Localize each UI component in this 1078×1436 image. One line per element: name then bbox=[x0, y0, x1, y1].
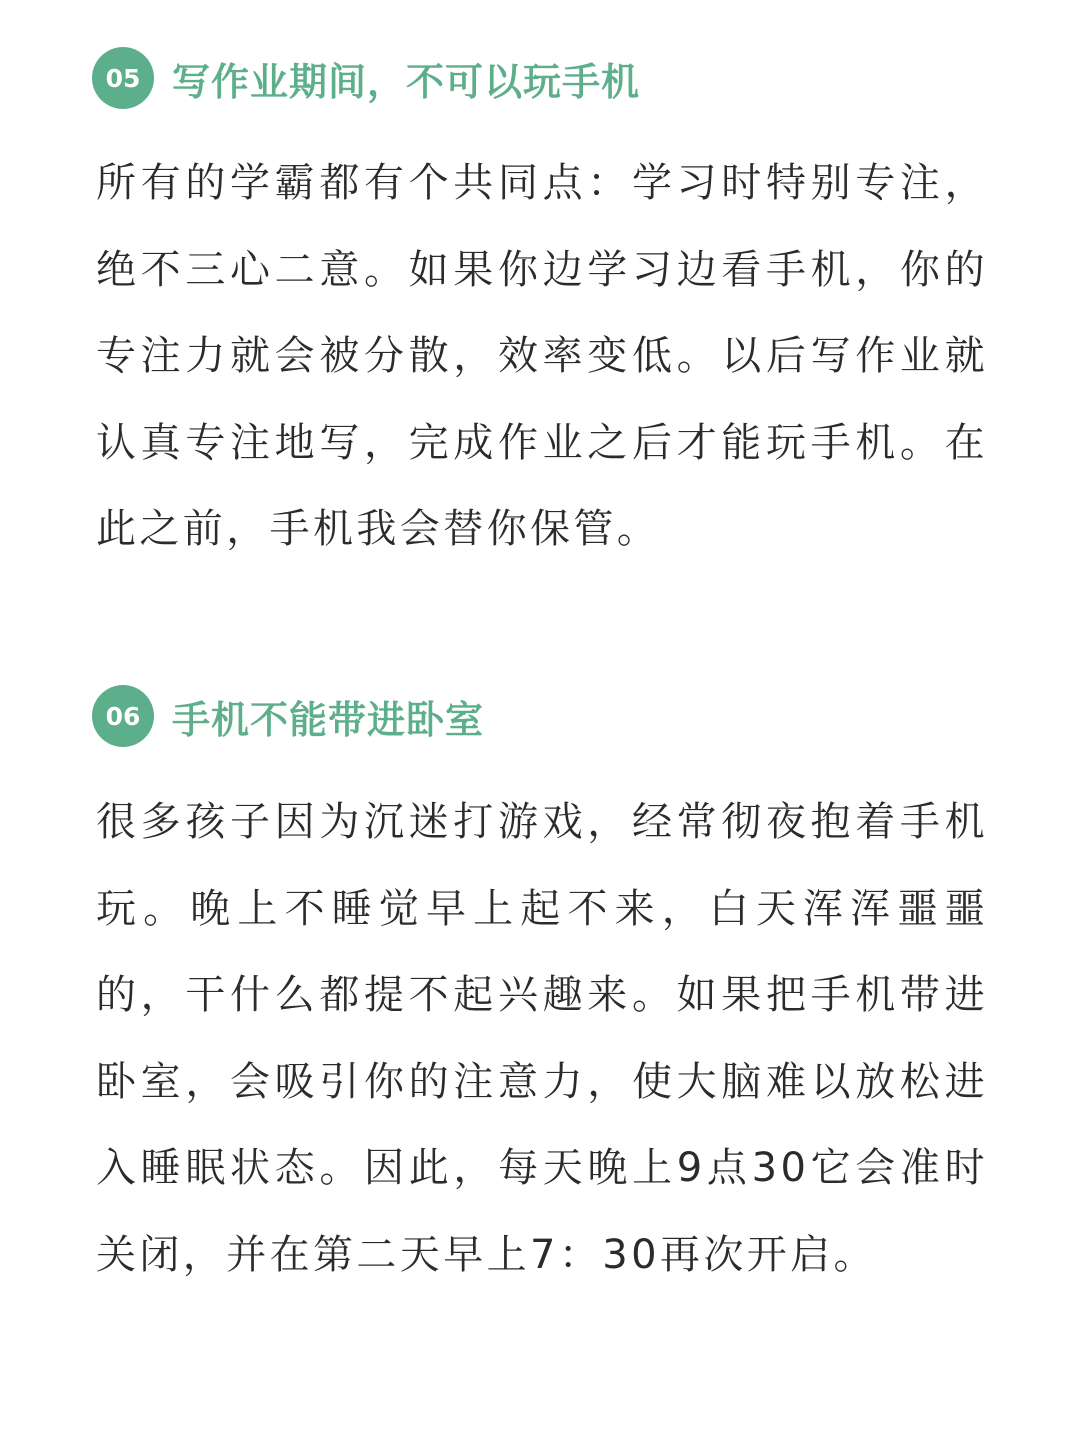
section-body: 所有的学霸都有个共同点：学习时特别专注，绝不三心二意。如果你边学习边看手机，你的专注力就会被分散，效率变低。以后写作业就认真专注地写，完成作业之后才能玩手机。在此之前，手机我会替你保管。 bbox=[96, 160, 988, 552]
section-title: 写作业期间，不可以玩手机 bbox=[172, 59, 641, 104]
section-06 bbox=[96, 684, 988, 1298]
section-number-badge: 06 bbox=[92, 685, 154, 747]
section-heading bbox=[92, 684, 988, 748]
section-number-badge: 05 bbox=[92, 47, 154, 109]
section-body: 很多孩子因为沉迷打游戏，经常彻夜抱着手机玩。晚上不睡觉早上起不来，白天浑浑噩噩的，干什么都提不起兴趣来。如果把手机带进卧室，会吸引你的注意力，使大脑难以放松进入睡眠状态。因此，每天晚上9点30它会准时关闭，并在第二天早上7：30再次开启。 bbox=[96, 799, 988, 1278]
section-title: 手机不能带进卧室 bbox=[172, 697, 485, 742]
section-05 bbox=[96, 46, 988, 573]
section-heading bbox=[92, 46, 988, 110]
